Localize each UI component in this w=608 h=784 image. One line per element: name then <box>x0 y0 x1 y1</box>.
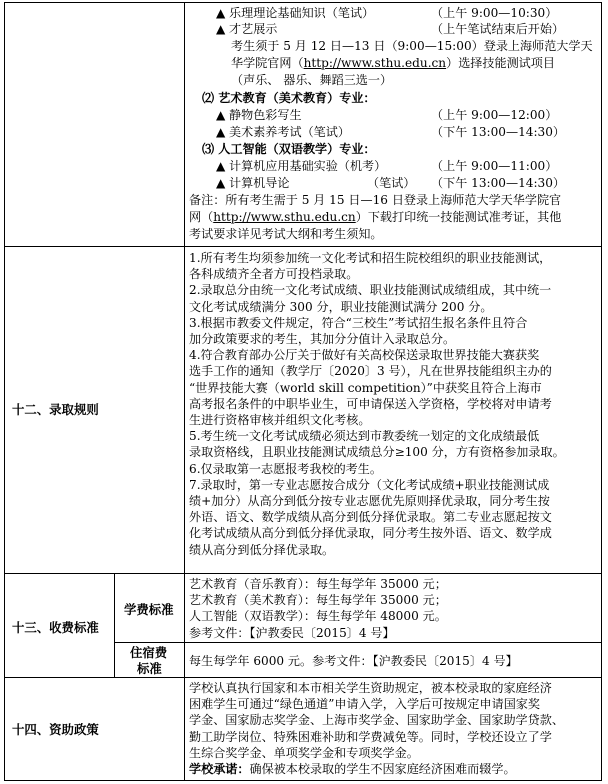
triangle-bullet-icon: ▲ <box>216 22 226 36</box>
row-divider-fees <box>4 573 602 574</box>
label-column-divider-top <box>184 2 185 574</box>
tuition-text: 艺术教育（音乐教育）：每生每学年 35000 元； 艺术教育（美术教育）：每生每学年 35000 元； 人工智能（双语教学）：每生每学年 48000 元。 参考文件：【沪教委民〔2015〕4 号】 <box>189 577 447 640</box>
lodging-label-line-2: 标准 <box>137 661 162 676</box>
lodging-text: 每生每学年 6000 元。参考文件：【沪教委民〔2015〕4 号】 <box>189 654 518 668</box>
row-divider-lodging <box>114 642 602 643</box>
label-column-divider-aid <box>184 677 185 781</box>
music-note-line-1: 考生须于 5 月 12 日—13 日（9:00—15:00）登录上海师范大学天 <box>231 39 593 53</box>
art-heading: ⑵ 艺术教育（美术教育）专业： <box>202 91 376 105</box>
music-note-line-3: （声乐、 器乐、舞蹈三选一） <box>231 73 393 87</box>
tuition-label: 学费标准 <box>124 602 174 617</box>
fees-inner-divider-left <box>114 573 115 678</box>
website-link[interactable]: http://www.sthu.edu.cn <box>213 210 356 224</box>
triangle-bullet-icon: ▲ <box>216 125 226 139</box>
lodging-label-line-1: 住宿费 <box>130 645 168 660</box>
table-right-border <box>601 2 602 781</box>
remark-line-1: 备注：所有考生需于 5 月 15 日—16 日登录上海师范大学天华学院官 <box>189 193 562 207</box>
admission-rules-text: 1.所有考生均须参加统一文化考试和招生院校组织的职业技能测试， 各科成绩齐全者方可投档录取。 2.录取总分由统一文化考试成绩、职业技能测试成绩组成，其中统一 文化考试成绩满分 300 分，职业技能测试满分 200 分。 3.根据市教委文件规定，符合“三校生”考试招生报名条件且符合 加分政策要求的考生，其加分分值计入录取总分。 4.符合教育部办公厅关于做好有关高校保送录取世界技能大赛获奖 选手工作的通知（教学厅〔2020〕3 号），凡在世界技能组织主办的 “世界技能大赛（world skill competition）”中获奖且符合上海市 高考报名条件的中职毕业生，可申请保送入学资格，学校将对申请考 生进行资格审核并组织文化考核。 5.考生统一文化考试成绩必须达到市教委统一划定的文化成绩最低 录取资格线，且职业技能测试成绩总分≥100 分，方有资格参加录取。 6.仅录取第一志愿报考我校的考生。 7.录取时，第一专业志愿按合成分（文化考试成绩+职业技能测试成 绩+加分）从高分到低分按专业志愿优先原则择优录取，同分考生按 外语、语文、数学成绩从高分到低分择优录取。第二专业志愿起按文 化考试成绩从高分到低分择优录取，同分考生按外语、语文、数学成 绩从高分到低分择优录取。 <box>189 251 565 557</box>
triangle-bullet-icon: ▲ <box>216 159 226 173</box>
triangle-bullet-icon: ▲ <box>216 6 226 20</box>
table-bottom-border <box>4 780 602 781</box>
website-link[interactable]: http://www.sthu.edu.cn <box>303 56 447 70</box>
music-note-line-2: 华学院官网（http://www.sthu.edu.cn）选择技能测试项目 <box>231 56 555 70</box>
aid-policy-label: 十四、资助政策 <box>12 722 99 737</box>
triangle-bullet-icon: ▲ <box>216 108 226 122</box>
fees-label: 十三、收费标准 <box>12 620 99 635</box>
table-left-border <box>4 2 5 781</box>
admission-rules-label: 十二、录取规则 <box>12 402 99 417</box>
row-divider-admission <box>4 246 602 247</box>
triangle-bullet-icon: ▲ <box>216 176 226 190</box>
aid-policy-text: 学校认真执行国家和本市相关学生资助规定，被本校录取的家庭经济 困难学生可通过“绿色通道”申请入学，入学后可按规定申请国家奖 学金、国家励志奖学金、上海市奖学金、国家助学金、国家助学贷款、 勤工助学岗位、特殊困难补助和学费减免等。同时，学校还设立了学 生综合奖学金、单项奖学金和专项奖学金。 学校承诺：确保被本校录取的学生不因家庭经济困难而辍学。 <box>189 681 564 777</box>
document-page: ▲ 乐理理论基础知识（笔试） （上午 9:00—10:30） ▲ 才艺展示 （上午笔试结束后开始） 考生须于 5 月 12 日—13 日（9:00—15:00）登录上海师范大学天 华学院官网（http://www.sthu.edu.cn）选择技能测试项目 （声乐、 器乐、舞蹈三选一） ⑵ 艺术教育（美术教育）专业： ▲ 静物色彩写生 （上午 9:00—12:00） ▲ 美术素养考试（笔试） （下午 13:00—14:30） ⑶ 人工智能（双语教学）专业： ▲ 计算机应用基础实验（机考） （上午 9:00—11:00） ▲ 计算机导论 （笔试） （下午 13:00—14:30） 备注：所有考生需于 5 月 15 日—16 日登录上海师范大学天华学院官 网（http://www.sthu.edu.cn）下载打印统一技能测试准考证，其他 考试要求详见考试大纲和考生须知。 十二、录取规则 1.所有考生均须参加统一文化考试和招生院校组织的职业技能测试， 各科成绩齐全者方可投档录取。 2.录取总分由统一文化考试成绩、职业技能测试成绩组成，其中统一 文化考试成绩满分 300 分，职业技能测试满分 200 分。 3.根据市教委文件规定，符合“三校生”考试招生报名条件且符合 加分政策要求的考生，其加分分值计入录取总分。 4.符合教育部办公厅关于做好有关高校保送录取世界技能大赛获奖 选手工作的通知（教学厅〔2020〕3 号），凡在世界技能组织主办的 “世界技能大赛（world skill competition）”中获奖且符合上海市 高考报名条件的中职毕业生，可申请保送入学资格，学校将对申请考 生进行资格审核并组织文化考核。 5.考生统一文化考试成绩必须达到市教委统一划定的文化成绩最低 录取资格线，且职业技能测试成绩总分≥100 分，方有资格参加录取。 6.仅录取第一志愿报考我校的考生。 7.录取时，第一专业志愿按合成分（文化考试成绩+职业技能测试成 绩+加分）从高分到低分按专业志愿优先原则择优录取，同分考生按 外语、语文、数学成绩从高分到低分择优录取。第二专业志愿起按文 化考试成绩从高分到低分择优录取，同分考生按外语、语文、数学成 绩从高分到低分择优录取。 十三、收费标准 学费标准 艺术教育（音乐教育）：每生每学年 35000 元； 艺术教育（美术教育）：每生每学年 35000 元； 人工智能（双语教学）：每生每学年 48000 元。 参考文件：【沪教委民〔2015〕4 号】 住宿费 标准 每生每学年 6000 元。参考文件：【沪教委民〔2015〕4 号】 十四、资助政策 学校认真执行国家和本市相关学生资助规定，被本校录取的家庭经济 困难学生可通过“绿色通道”申请入学，入学后可按规定申请国家奖 学金、国家励志奖学金、上海市奖学金、国家助学金、国家助学贷款、 勤工助学岗位、特殊困难补助和学费减免等。同时，学校还设立了学 生综合奖学金、单项奖学金和专项奖学金。 学校承诺：确保被本校录取的学生不因家庭经济困难而辍学。 <box>0 0 608 784</box>
school-promise: 学校承诺：确保被本校录取的学生不因家庭经济困难而辍学。 <box>189 762 516 777</box>
table-top-border <box>4 2 602 3</box>
remark-line-2: 网（http://www.sthu.edu.cn）下载打印统一技能测试准考证，其他 <box>189 210 562 224</box>
fees-inner-divider-right <box>184 573 185 678</box>
remark-line-3: 考试要求详见考试大纲和考生须知。 <box>189 227 383 241</box>
ai-heading: ⑶ 人工智能（双语教学）专业： <box>202 142 376 156</box>
row-divider-aid <box>4 677 602 678</box>
